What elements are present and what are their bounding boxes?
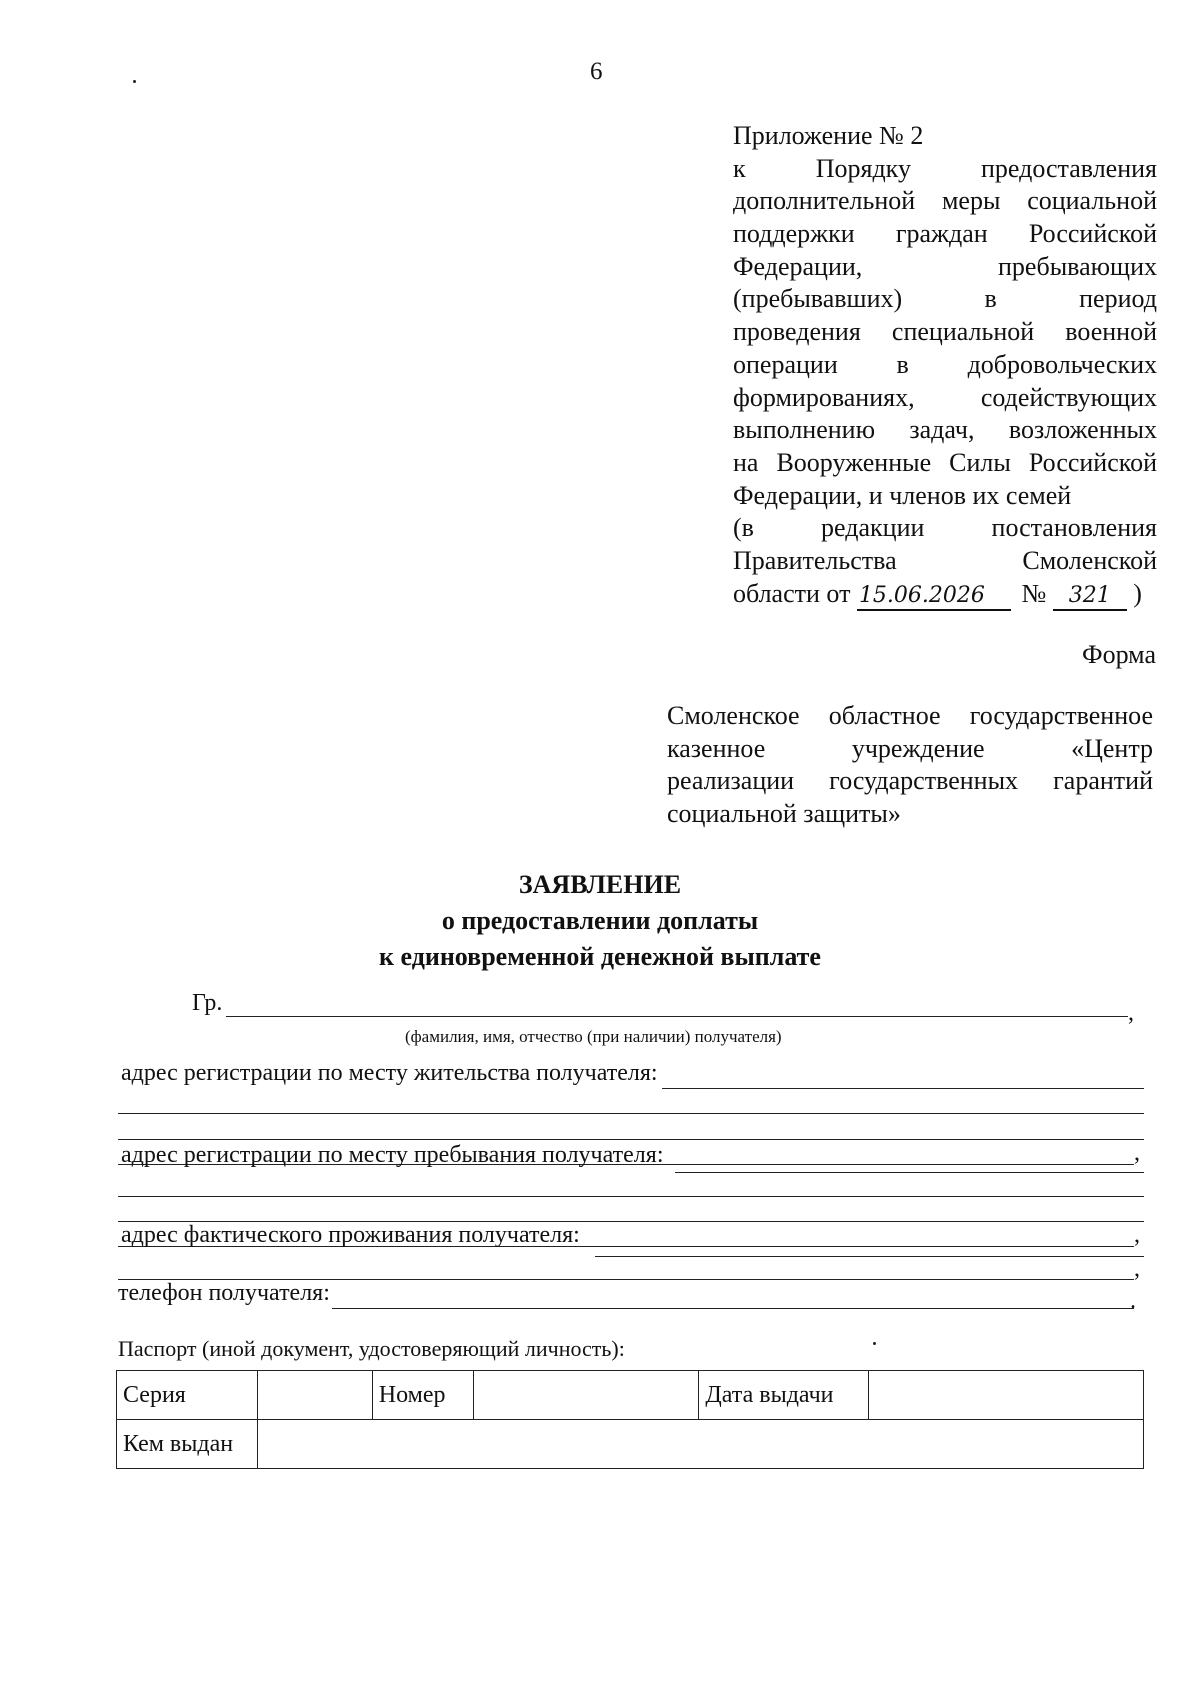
passport-table (116, 1370, 1144, 1469)
line-comma: , (1134, 1222, 1140, 1248)
citizen-caption: (фамилия, имя, отчество (при наличии) получателя) (405, 1027, 782, 1046)
appendix-line: Федерации, пребывающих (733, 251, 1157, 281)
appendix-line: проведения специальной военной (733, 317, 1157, 347)
passport-heading: Паспорт (иной документ, удостоверяющий личность): (118, 1336, 625, 1361)
addressee-line: казенное учреждение «Центр (667, 733, 1153, 763)
residence-label: адрес регистрации по месту жительства получателя: (121, 1060, 658, 1086)
residence-address-field[interactable] (662, 1088, 1144, 1089)
passport-row (117, 1420, 1144, 1469)
appendix-line: Федерации, и членов их семей (733, 480, 1072, 510)
appendix-line: дополнительной меры социальной (733, 186, 1157, 216)
issue-date-value-cell[interactable] (869, 1371, 1144, 1420)
appendix-line: операции в добровольческих (733, 349, 1157, 379)
issued-by-value-cell[interactable] (257, 1420, 1143, 1469)
line-comma: , (1128, 1000, 1134, 1026)
addressee-line: реализации государственных гарантий (667, 766, 1153, 795)
appendix-line: к Порядку предоставления (733, 153, 1157, 183)
application-subtitle: о предоставлении доплаты (441, 906, 759, 935)
residence-address-line-3[interactable] (118, 1139, 1144, 1140)
appendix-line: формированиях, содействующих (733, 382, 1157, 412)
actual-address-field[interactable] (595, 1256, 1144, 1257)
issued-by-label: Кем выдан (117, 1420, 258, 1469)
series-value-cell[interactable] (257, 1371, 372, 1420)
appendix-line: выполнению задач, возложенных (733, 415, 1157, 445)
page-number: 6 (590, 58, 603, 85)
phone-label: телефон получателя: (118, 1280, 330, 1306)
application-title: ЗАЯВЛЕНИЕ (518, 870, 682, 899)
phone-field[interactable] (332, 1308, 1134, 1309)
stay-label: адрес регистрации по месту пребывания получателя: (121, 1142, 664, 1168)
issue-date-label: Дата выдачи (699, 1371, 869, 1420)
appendix-line: (в редакции постановления (733, 513, 1157, 543)
appendix-line: поддержки граждан Российской (733, 219, 1157, 249)
addressee-block (667, 700, 1153, 830)
residence-address-line-2[interactable] (118, 1113, 1144, 1114)
appendix-block (733, 120, 1157, 610)
passport-row (117, 1371, 1144, 1420)
scan-speck (133, 80, 136, 83)
actual-address-label: адрес фактического проживания получателя: (121, 1222, 580, 1248)
appendix-resolution-line (733, 578, 1157, 611)
series-label: Серия (117, 1371, 258, 1420)
resolution-number-handwritten: 321 (1053, 583, 1127, 611)
resolution-closing: ) (1133, 578, 1142, 608)
appendix-title: Приложение № 2 (733, 121, 924, 150)
resolution-date-handwritten: 15.06.2026 (857, 583, 1011, 611)
line-comma: , (1134, 1256, 1140, 1282)
number-label: Номер (372, 1371, 473, 1420)
addressee-line: Смоленское областное государственное (667, 701, 1153, 730)
appendix-line: на Вооруженные Силы Российской (733, 447, 1157, 477)
appendix-line: (пребывавших) в период (733, 284, 1157, 314)
addressee-line: социальной защиты» (667, 798, 901, 828)
citizen-name-field[interactable] (226, 1016, 1128, 1017)
line-comma: , (1134, 1140, 1140, 1166)
stay-address-field[interactable] (675, 1172, 1144, 1173)
application-subtitle: к единовременной денежной выплате (379, 942, 821, 971)
form-label: Форма (1082, 640, 1156, 669)
citizen-label: Гр. (192, 990, 223, 1016)
resolution-number-label: № (1021, 578, 1047, 608)
stay-address-line-2[interactable] (118, 1196, 1144, 1197)
scan-speck (873, 1342, 876, 1345)
resolution-prefix: области от (733, 578, 851, 608)
number-value-cell[interactable] (473, 1371, 699, 1420)
line-period: . (1130, 1288, 1136, 1314)
appendix-line: Правительства Смоленской (733, 545, 1157, 575)
